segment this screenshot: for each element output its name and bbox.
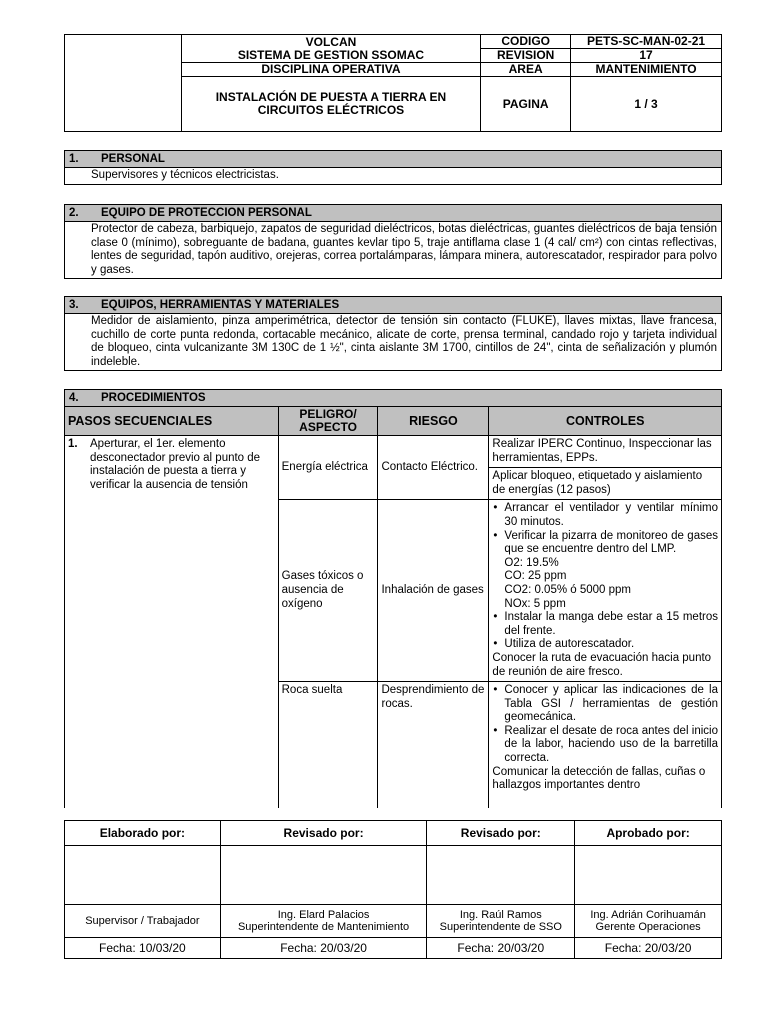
section-title	[65, 390, 722, 407]
signature-table	[64, 820, 722, 959]
col-hazard	[278, 407, 378, 436]
gas-limit-nox: NOx: 5 ppm	[504, 597, 566, 610]
section-title-text: EQUIPOS, HERRAMIENTAS Y MATERIALES	[101, 299, 340, 311]
prepared-by-label: Elaborado por:	[65, 821, 221, 846]
approver-date: Fecha: 20/03/20	[575, 938, 722, 959]
reviewed-by-label: Revisado por:	[427, 821, 575, 846]
approver	[575, 905, 722, 938]
section-title	[65, 297, 722, 314]
title-line-2: CIRCUITOS ELÉCTRICOS	[257, 103, 405, 117]
document-header	[64, 34, 722, 132]
approver-role: Gerente Operaciones	[595, 921, 701, 933]
section-title-text: EQUIPO DE PROTECCION PERSONAL	[101, 207, 312, 219]
section-body: Protector de cabeza, barbiquejo, zapatos de seguridad dieléctricos, botas dieléctricas, guantes dieléctricos de baja tensión clase 0 (mínimo), sobreguante de badana, guantes kevlar tipo 5, traje antiflama clase 1 (4 cal/ cm²) con cintas reflectivas, lentes de seguridad, tapón auditivo, orejeras, correa portalámparas, lámpara minera, autorescatador, respirador para polvo y gases.	[65, 222, 722, 279]
control-item: • Instalar la manga debe estar a 15 metros del frente.	[492, 611, 718, 638]
step-text: Aperturar, el 1er. elemento desconectador previo al punto de instalación de puesta a tierra y verificar la ausencia de tensión	[90, 438, 261, 491]
gas-limit-co2: CO2: 0.05% ó 5000 ppm	[504, 583, 632, 596]
section-number: 1.	[69, 153, 79, 165]
section-title	[65, 205, 722, 222]
section-number: 4.	[69, 392, 79, 404]
control-item: • Realizar el desate de roca antes del inicio de la labor, haciendo uso de la barretilla correcta.	[492, 725, 718, 766]
management-system: SISTEMA DE GESTION SSOMAC	[237, 47, 425, 62]
control-item-text: Verificar la pizarra de monitoreo de gases que se encuentre dentro del LMP.	[504, 529, 718, 556]
document-title	[181, 77, 480, 132]
section-personal	[64, 150, 722, 185]
gas-limit-o2: O2: 19.5%	[504, 556, 559, 569]
code-label: CODIGO	[481, 35, 571, 49]
risk-gases: Inhalación de gases	[378, 500, 489, 682]
section-ppe	[64, 204, 722, 279]
section-body: Medidor de aislamiento, pinza amperimétrica, detector de tensión sin contacto (FLUKE), llaves mixtas, llave francesa, cuchillo de corte punta redonda, cortacable mecánico, alicate de corte, prensa terminal, candado rojo y tarjeta individual de bloqueo, cinta vulcanizante 3M 130C de 1 ½", cinta aislante 3M 1700, cintillos de 24", cinta de señalización y plumón indeleble.	[65, 314, 722, 371]
signature-box	[427, 846, 575, 905]
reviewer1-name: Ing. Elard Palacios	[277, 909, 370, 921]
gas-limit-co: CO: 25 ppm	[504, 570, 567, 583]
section-title-text: PERSONAL	[101, 153, 165, 165]
reviewed-by-label: Revisado por:	[220, 821, 427, 846]
hazard-loose-rock: Roca suelta	[278, 682, 378, 808]
control-item	[492, 530, 718, 612]
risk-rockfall: Desprendimiento de rocas.	[378, 682, 489, 808]
reviewer2	[427, 905, 575, 938]
signature-box	[575, 846, 722, 905]
col-hazard-line-1: PELIGRO/	[299, 407, 357, 421]
reviewer2-date: Fecha: 20/03/20	[427, 938, 575, 959]
control-note: Conocer la ruta de evacuación hacia punto de reunión de aire fresco.	[492, 651, 712, 678]
signature-box	[65, 846, 221, 905]
step-number: 1.	[68, 438, 78, 450]
approved-by-label: Aprobado por:	[575, 821, 722, 846]
company-block	[181, 35, 480, 63]
control-iperc: Realizar IPERC Continuo, Inspeccionar las herramientas, EPPs.	[489, 436, 722, 468]
control-note: Comunicar la detección de fallas, cuñas o hallazgos importantes dentro	[492, 765, 706, 792]
section-number: 3.	[69, 299, 79, 311]
section-number: 2.	[69, 207, 79, 219]
area-label: AREA	[481, 63, 571, 77]
area-value: MANTENIMIENTO	[571, 63, 722, 77]
reviewer2-role: Superintendente de SSO	[439, 921, 562, 933]
hazard-gases: Gases tóxicos o ausencia de oxígeno	[278, 500, 378, 682]
col-steps: PASOS SECUENCIALES	[65, 407, 279, 436]
page-value: 1 / 3	[571, 77, 722, 132]
reviewer2-name: Ing. Raúl Ramos	[459, 909, 542, 921]
risk-electric: Contacto Eléctrico.	[378, 436, 489, 500]
control-lockout: Aplicar bloqueo, etiquetado y aislamiento de energías (12 pasos)	[489, 468, 722, 500]
reviewer1-date: Fecha: 20/03/20	[220, 938, 427, 959]
page-label: PAGINA	[481, 77, 571, 132]
revision-value: 17	[571, 49, 722, 63]
section-title-text: PROCEDIMIENTOS	[101, 392, 206, 404]
step-1	[65, 436, 279, 809]
hazard-electric: Energía eléctrica	[278, 436, 378, 500]
discipline: DISCIPLINA OPERATIVA	[181, 63, 480, 77]
prepared-name: Supervisor / Trabajador	[65, 905, 221, 938]
company-name: VOLCAN	[305, 34, 357, 49]
code-value: PETS-SC-MAN-02-21	[571, 35, 722, 49]
col-risk: RIESGO	[378, 407, 489, 436]
title-line-1: INSTALACIÓN DE PUESTA A TIERRA EN	[215, 90, 447, 104]
section-title	[65, 151, 722, 168]
controls-rock	[489, 682, 722, 808]
signature-box	[220, 846, 427, 905]
section-tools	[64, 296, 722, 371]
approver-name: Ing. Adrián Corihuamán	[590, 909, 706, 921]
section-body: Supervisores y técnicos electricistas.	[65, 168, 722, 185]
logo-box	[65, 35, 182, 132]
revision-label: REVISION	[481, 49, 571, 63]
control-item: • Conocer y aplicar las indicaciones de la Tabla GSI / herramientas de gestión geomecánica.	[492, 684, 718, 725]
prepared-date: Fecha: 10/03/20	[65, 938, 221, 959]
control-item: • Arrancar el ventilador y ventilar mínimo 30 minutos.	[492, 502, 718, 529]
control-item: • Utiliza de autorescatador.	[492, 638, 718, 652]
reviewer1	[220, 905, 427, 938]
procedures-table	[64, 389, 722, 808]
controls-gases	[489, 500, 722, 682]
col-hazard-line-2: ASPECTO	[299, 420, 357, 434]
col-controls: CONTROLES	[489, 407, 722, 436]
reviewer1-role: Superintendente de Mantenimiento	[237, 921, 410, 933]
